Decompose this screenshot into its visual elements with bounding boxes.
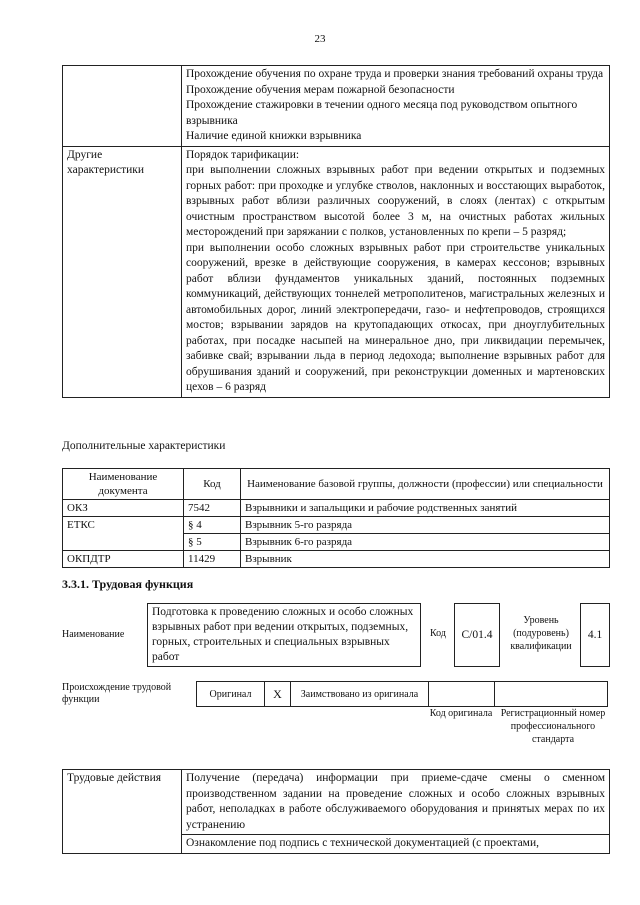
- additional-heading: Дополнительные характеристики: [62, 440, 226, 452]
- requirement-item: Прохождение обучения по охране труда и проверки знания требований охраны труда: [186, 68, 604, 80]
- requirements-cell: [182, 66, 610, 147]
- table-cell: Взрывник 6-го разряда: [241, 534, 610, 551]
- section-title: 3.3.1. Трудовая функция: [62, 577, 194, 591]
- origin-row: [196, 681, 608, 707]
- tariff-paragraph: при выполнении сложных взрывных работ при ведении открытых и подземных горных работ: при проходке и углубке стволов, наклонных и восстающих выработок, взрывных работ вблизи различных сооружений, в слоях (лентах) с открытым очистным пространством высотой более 3 м, на очистных работах жильных месторождений при заряжании с полков, установленных по крепи – 5 разряд;: [186, 164, 605, 238]
- borrowed-cell: Заимствовано из оригинала: [290, 681, 428, 707]
- qualification-table: [62, 65, 610, 398]
- original-mark: X: [264, 681, 290, 707]
- table-cell: Взрывник 5-го разряда: [241, 517, 610, 534]
- original-code-cell: [428, 681, 494, 707]
- tariff-paragraph: при выполнении особо сложных взрывных работ при строительстве уникальных сооружений, врезке в действующие сооружения, в камерах кессонов; взрывных работ вблизи фундаментов уникальных зданий, постоянных подземных коммуникаций, действующих тоннелей метрополитенов, магистральных железных и автомобильных дорог, линий электропередачи, газо- и нефтепроводов, строящихся мостов; взрывании зарядов на крутопадающих откосах, при дноуглубительных работах, при посадке насыпей на минеральное дно, при ликвидации перемычек, забивке свай; взрывании льда в период ледохода; выполнение взрывных работ для обрушивания зданий и сооружений, при реконструкции доменных и мартеновских цехов – 6 разряд: [186, 241, 605, 393]
- table-cell: ОКПДТР: [63, 551, 184, 568]
- labor-action: Ознакомление под подпись с технической документацией (с проектами,: [182, 835, 610, 854]
- tariff-paragraph: Порядок тарификации:: [186, 148, 300, 161]
- table-cell: § 4: [184, 517, 241, 534]
- qualification-level-label: Уровень (подуровень) квалификации: [510, 615, 572, 652]
- labor-actions-table: [62, 769, 610, 854]
- function-name-label: Наименование: [62, 629, 125, 640]
- table-cell: 11429: [184, 551, 241, 568]
- table-cell: Взрывник: [241, 551, 610, 568]
- labor-action: Получение (передача) информации при приеме-сдаче смены о сменном производственном задании на проведение сложных и особо сложных взрывных работ, неполадках в работе обслуживаемого оборудования и принятых мерах по их устранению: [182, 770, 610, 835]
- table-cell: § 5: [184, 534, 241, 551]
- table-row: [63, 500, 610, 517]
- other-characteristics-label: Другие характеристики: [63, 146, 182, 397]
- table-row: [63, 551, 610, 568]
- column-header: Наименование базовой группы, должности (профессии) или специальности: [241, 469, 610, 500]
- requirement-item: Прохождение обучения мерам пожарной безопасности: [186, 83, 455, 96]
- table-cell: Взрывники и запальщики и рабочие родственных занятий: [241, 500, 610, 517]
- table-header-row: [63, 469, 610, 500]
- page-number: 23: [314, 33, 326, 45]
- origin-label: Происхождение трудовой функции: [62, 682, 172, 705]
- additional-table: [62, 468, 610, 568]
- table-cell: ОКЗ: [63, 500, 184, 517]
- table-row: [63, 66, 610, 147]
- registration-number-caption: Регистрационный номер профессионального стандарта: [500, 708, 606, 745]
- labor-actions-label: Трудовые действия: [63, 770, 182, 854]
- original-code-caption: Код оригинала: [429, 708, 493, 719]
- requirement-item: Наличие единой книжки взрывника: [186, 130, 362, 142]
- qualification-level: 4.1: [580, 603, 610, 667]
- tariff-cell: [182, 146, 610, 397]
- table-cell: 7542: [184, 500, 241, 517]
- table-row: [63, 146, 610, 397]
- table-row: [63, 770, 610, 835]
- original-cell: Оригинал: [196, 681, 264, 707]
- requirement-item: Прохождение стажировки в течении одного месяца под руководством опытного взрывника: [186, 99, 578, 127]
- empty-cell: [63, 66, 182, 147]
- table-cell: ЕТКС: [63, 517, 184, 551]
- function-name: Подготовка к проведению сложных и особо сложных взрывных работ при ведении открытых, подземных, горных, строительных и специальных взрывных работ: [147, 603, 421, 667]
- table-row: [63, 517, 610, 534]
- function-code-label: Код: [430, 628, 446, 639]
- registration-number-cell: [494, 681, 608, 707]
- column-header: Наименование документа: [63, 469, 184, 500]
- column-header: Код: [184, 469, 241, 500]
- function-code: C/01.4: [454, 603, 500, 667]
